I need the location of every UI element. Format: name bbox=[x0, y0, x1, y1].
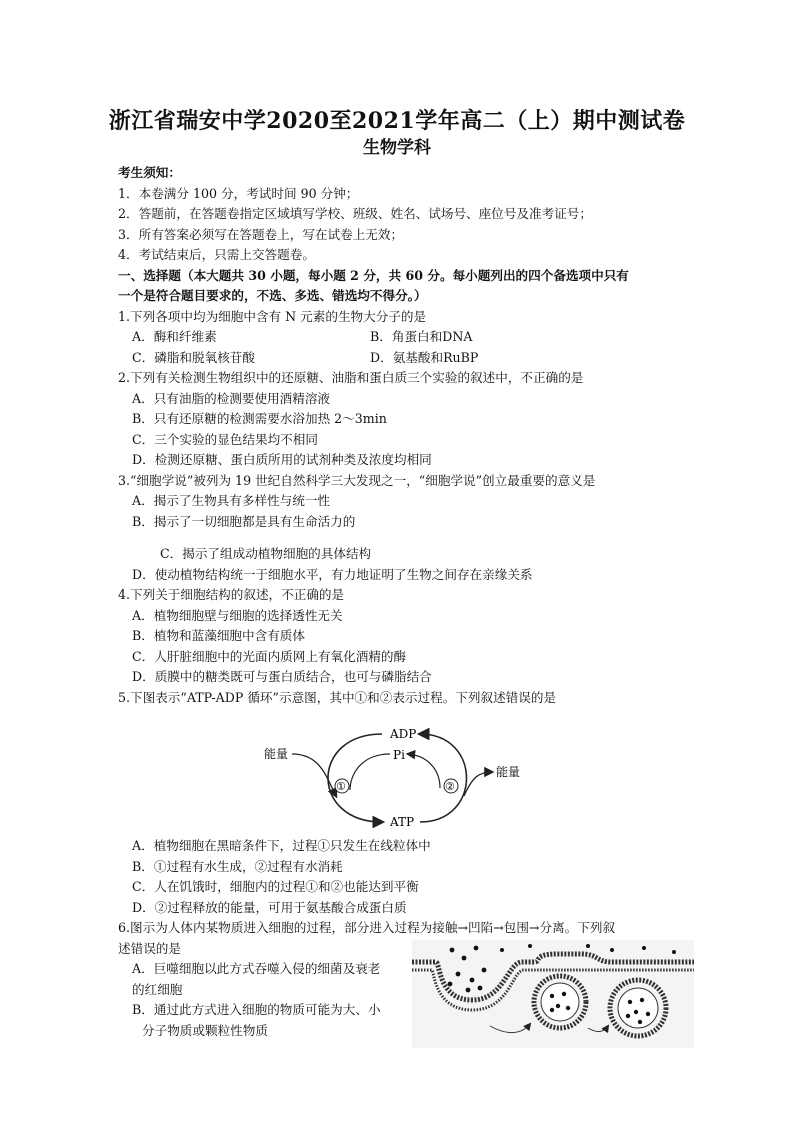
arc-process-1 bbox=[328, 734, 382, 822]
q6-option-b-line2: 分子物质或颗粒性物质 bbox=[142, 1022, 268, 1038]
exam-body bbox=[118, 163, 690, 1041]
q4-option-c: C．人肝脏细胞中的光面内质网上有氧化酒精的酶 bbox=[132, 648, 407, 664]
q1-stem: 1.下列各项中均为细胞中含有 N 元素的生物大分子的是 bbox=[118, 308, 427, 324]
q6-option-a-line1: A．巨噬细胞以此方式吞噬入侵的细菌及衰老 bbox=[132, 961, 381, 976]
q6-stem-line2: 述错误的是 bbox=[118, 940, 181, 956]
notice-heading: 考生须知： bbox=[118, 165, 181, 180]
section-heading-line2: 一个是符合题目要求的，不选、多选、错选均不得分。） bbox=[118, 288, 427, 303]
q2-option-a: A．只有油脂的检测要使用酒精溶液 bbox=[132, 390, 331, 406]
endocytosis-diagram bbox=[412, 940, 694, 1048]
q3-stem: 3.“细胞学说”被列为 19 世纪自然科学三大发现之一，“细胞学说”创立最重要的意义是 bbox=[118, 472, 596, 488]
q5-option-d: D．②过程释放的能量，可用于氨基酸合成蛋白质 bbox=[132, 899, 407, 915]
pi-label: Pi bbox=[393, 748, 405, 762]
q6-option-a-line2: 的红细胞 bbox=[132, 981, 183, 997]
q3-option-b: B．揭示了一切细胞都是具有生命活力的 bbox=[132, 513, 356, 529]
q2-option-d: D．检测还原糖、蛋白质所用的试剂种类及浓度均相同 bbox=[132, 452, 432, 467]
q1-option-a: A．酶和纤维素 bbox=[132, 329, 217, 344]
q2-stem: 2.下列有关检测生物组织中的还原糖、油脂和蛋白质三个实验的叙述中，不正确的是 bbox=[118, 370, 584, 385]
energy-out-arrow bbox=[464, 772, 492, 796]
q4-stem: 4.下列关于细胞结构的叙述，不正确的是 bbox=[118, 587, 345, 602]
q3-option-d: D．使动植物结构统一于细胞水平，有力地证明了生物之间存在亲缘关系 bbox=[132, 566, 533, 582]
energy-left-label: 能量 bbox=[264, 747, 289, 761]
exam-title: 浙江省瑞安中学2020至2021学年高二（上）期中测试卷 bbox=[108, 108, 686, 134]
arc-pi bbox=[350, 754, 390, 790]
notice-item-1: 1．本卷满分 100 分，考试时间 90 分钟； bbox=[118, 185, 359, 201]
arc-process-2 bbox=[420, 734, 467, 822]
q6-option-b-line1: B．通过此方式进入细胞的物质可能为大、小 bbox=[132, 1002, 381, 1017]
q4-option-b: B．植物和蓝藻细胞中含有质体 bbox=[132, 628, 305, 643]
q5-option-c: C．人在饥饿时，细胞内的过程①和②也能达到平衡 bbox=[132, 879, 419, 894]
q4-option-d: D．质膜中的糖类既可与蛋白质结合，也可与磷脂结合 bbox=[132, 669, 432, 684]
q1-option-c: C．磷脂和脱氧核苷酸 bbox=[132, 349, 255, 365]
adp-label: ADP bbox=[390, 727, 417, 741]
q6-stem-line1: 6.图示为人体内某物质进入细胞的过程，部分进入过程为接触→凹陷→包围→分离。下列叙 bbox=[118, 920, 616, 935]
notice-item-4: 4．考试结束后，只需上交答题卷。 bbox=[118, 247, 315, 262]
q2-option-c: C．三个实验的显色结果均不相同 bbox=[132, 431, 318, 447]
section-heading-line1: 一、选择题（本大题共 30 小题，每小题 2 分，共 60 分。每小题列出的四个备选项中只有 bbox=[118, 267, 629, 283]
q3-option-a: A．揭示了生物具有多样性与统一性 bbox=[132, 493, 331, 508]
q5-option-a: A．植物细胞在黑暗条件下，过程①只发生在线粒体中 bbox=[132, 838, 431, 853]
vesicle-forming-inner bbox=[541, 983, 579, 1021]
notice-item-2: 2．答题前，在答题卷指定区域填写学校、班级、姓名、试场号、座位号及准考证号； bbox=[118, 206, 592, 221]
atp-adp-cycle-diagram bbox=[250, 726, 540, 828]
arc-pi-right bbox=[408, 754, 440, 788]
q1-option-d: D．氨基酸和RuBP bbox=[370, 349, 479, 365]
q2-option-b: B．只有还原糖的检测需要水浴加热 2～3min bbox=[132, 411, 387, 426]
q1-options-row1 bbox=[118, 327, 690, 348]
exam-subtitle: 生物学科 bbox=[363, 138, 431, 158]
q3-option-c: C．揭示了组成动植物细胞的具体结构 bbox=[160, 546, 372, 561]
process-2-label: ② bbox=[445, 780, 455, 793]
notice-item-3: 3．所有答案必须写在答题卷上，写在试卷上无效； bbox=[118, 226, 404, 242]
q1-option-b: B．角蛋白和DNA bbox=[370, 329, 473, 344]
q3-spacer bbox=[118, 532, 690, 544]
q5-stem: 5.下图表示“ATP-ADP 循环”示意图，其中①和②表示过程。下列叙述错误的是 bbox=[118, 689, 557, 705]
process-1-label: ① bbox=[336, 780, 346, 793]
q4-option-a: A．植物细胞壁与细胞的选择透性无关 bbox=[132, 607, 343, 623]
q1-options-row2 bbox=[118, 348, 690, 369]
q5-option-b: B．①过程有水生成，②过程有水消耗 bbox=[132, 858, 343, 874]
energy-right-label: 能量 bbox=[496, 765, 521, 779]
atp-label: ATP bbox=[390, 815, 415, 828]
